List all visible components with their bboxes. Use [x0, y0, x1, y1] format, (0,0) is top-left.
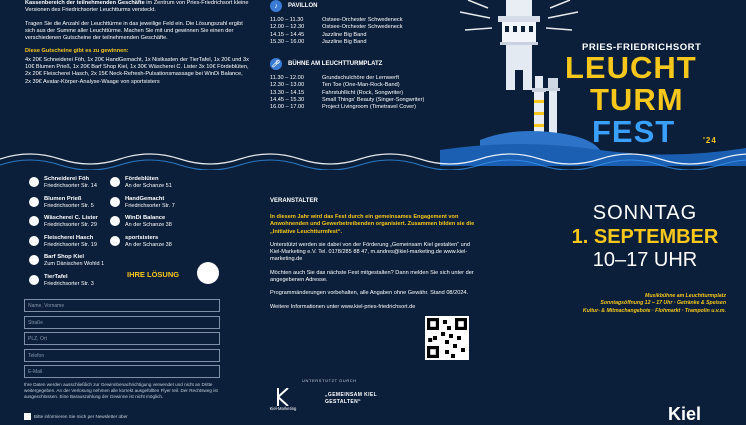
prizes-list: 4x 20€ Schneiderei Föh, 1x 20€ HandGemacht, 1x Nistkasten der TierTafel, 1x 20€ und 3x 10€ Blumen Prieß, 1x 20€ Barf Shop Kiel, 1x 30€ Wäscherei C. Lister 3x 10€ Fördeblüten, 2x 20€ Fleischerei Hasch, 2x 15€ Neck-Refresh-Pulsationsmassage bei WinDi Balance, 2x 39€ Avatar-Körper-Analyse-Waage von sportsisters [25, 56, 249, 85]
lighthouse-count-input[interactable] [29, 275, 39, 285]
shop-entry [110, 235, 172, 249]
program-row [270, 39, 430, 46]
kiel-marketing-icon [276, 388, 290, 406]
pavillon-title: PAVILLON [288, 3, 318, 9]
shop-address: Friedrichsorter Str. 3 [44, 280, 94, 287]
shop-address: Friedrichsorter Str. 7 [125, 202, 175, 209]
form-field[interactable]: Straße [24, 316, 220, 329]
program-act: Small Things' Beauty (Singer-Songwriter) [322, 96, 425, 103]
pavillon-heading [270, 0, 430, 12]
shop-text [125, 235, 172, 249]
shop-entry [29, 215, 98, 229]
tagline-line3: Kultur- & Mitmachangebote · Flohmarkt · Trampolin u.v.m. [582, 307, 726, 314]
form-field[interactable]: E-Mail [24, 365, 220, 378]
organizer-heading: VERANSTALTER [270, 198, 318, 204]
festival-word-leucht: LEUCHT [565, 50, 697, 85]
rules-instructions: Tragen Sie die Anzahl der Leuchttürme in das jeweilige Feld ein. Die Lösungszahl ergibt sich aus der Summe aller Leuchttürme. Machen Sie mit und gewinnen Sie einen der verschiedenen Gutscheine der teilnehmenden Geschäfte. [25, 20, 243, 42]
buehne-title: BÜHNE AM LEUCHTTURMPLATZ [288, 61, 383, 67]
shop-entry [29, 254, 104, 268]
program-act: Ostsee-Orchester Schwedeneck [322, 24, 403, 31]
shop-name: Wäscherei C. Lister [44, 215, 98, 221]
program-row [270, 17, 430, 24]
microphone-icon: 🎤︎ [270, 58, 282, 70]
festival-word-turm: TURM [590, 82, 684, 117]
lighthouse-count-input[interactable] [110, 177, 120, 187]
form-field[interactable]: PLZ, Ort [24, 332, 220, 345]
tagline-line2: Sonntagsöffnung 12 – 17 Uhr · Getränke & Speisen [600, 300, 726, 307]
shop-text [44, 215, 98, 229]
kiel-marketing-logo [268, 388, 298, 418]
lighthouse-count-input[interactable] [29, 197, 39, 207]
shop-address: Friedrichsorter Str. 19 [44, 241, 97, 248]
festival-year: '24 [703, 136, 717, 145]
rules-intro [25, 0, 250, 15]
shop-text [44, 274, 94, 288]
event-day: SONNTAG [592, 202, 698, 224]
shop-name: Schneiderei Föh [44, 176, 90, 182]
event-date: 1. SEPTEMBER [571, 226, 719, 248]
program-time: 14.15 – 14.45 [270, 31, 305, 38]
organizer-highlight: In diesem Jahr wird das Fest durch ein gemeinsames Engagement von Anwohnenden und Gewerbetreibenden organisiert. Zusammen bilden sie die „Initiative Leuchtturmfest“. [270, 214, 475, 235]
newsletter-label: Bitte informieren Sie mich per Newsletter über [34, 413, 128, 419]
shop-entry [110, 215, 172, 229]
rules-heading: Kassenbereich der teilnehmenden Geschäfte [25, 0, 145, 6]
qr-code[interactable] [425, 316, 469, 360]
form-field[interactable]: Name, Vorname [24, 299, 220, 312]
shop-name: sportsisters [125, 234, 159, 241]
shop-entry [29, 235, 97, 249]
program-row [270, 32, 430, 39]
shop-entry [29, 274, 94, 288]
shop-entry [29, 176, 97, 190]
program-time: 16.00 – 17.00 [270, 104, 305, 111]
event-date-block [540, 202, 746, 271]
organizer-more: Weitere Informationen unter www.kiel-pries-friedrichsort.de [270, 303, 416, 310]
shop-entry [29, 196, 94, 210]
shop-address: An der Schanze 51 [125, 183, 172, 189]
program-act: Fahrstuhllicht (Rock, Songwriter) [322, 89, 404, 96]
shop-address: An der Schanze 38 [125, 241, 172, 248]
shop-text [125, 215, 172, 229]
lighthouse-count-input[interactable] [110, 216, 120, 226]
program-row [270, 24, 430, 31]
solution-input[interactable] [197, 262, 219, 284]
form-field[interactable]: Telefon [24, 349, 220, 362]
solution-label: IHRE LÖSUNG [127, 270, 180, 279]
organizer-section [270, 198, 475, 317]
shop-address: Zum Dänischen Wohld 1 [44, 261, 105, 267]
program-act: Jazzline Big Band [322, 38, 367, 45]
shop-address: Friedrichsorter Str. 14 [44, 183, 97, 189]
lighthouse-count-input[interactable] [110, 197, 120, 207]
organizer-changes: Programmänderungen vorbehalten, alle Angaben ohne Gewähr. Stand 08/2024. [270, 290, 469, 297]
prizes-heading: Diese Gutscheine gibt es zu gewinnen: [25, 48, 129, 55]
contest-rules [25, 0, 250, 91]
shop-name: HandGemacht [125, 195, 165, 202]
pavillon-rows [270, 17, 430, 46]
shop-name: Barf Shop Kiel [44, 254, 84, 260]
organizer-support: Unterstützt werden sie dabei von der Förderung „Gemeinsam Kiel gestalten“ und Kiel-Marketing e.V. Tel. 0178/285 88 47, m.andres@kiel-marketing.de www.kiel-marketing.de [270, 241, 470, 263]
supported-by-label: UNTERSTÜTZT DURCH [302, 378, 357, 383]
lighthouse-count-input[interactable] [29, 236, 39, 246]
kiel-marketing-text: Kiel-Marketing [269, 406, 297, 411]
lighthouse-count-input[interactable] [29, 177, 39, 187]
shop-name: TierTafel [44, 273, 68, 280]
shop-address: An der Schanze 38 [125, 222, 172, 228]
bottom-section [0, 170, 746, 424]
program-act: Ten Toe (One-Man-Rock-Band) [322, 82, 400, 89]
festival-word-fest: FEST [592, 114, 676, 149]
shop-entry [110, 196, 175, 210]
program-time: 12.30 – 13.00 [270, 82, 305, 89]
shop-text [125, 176, 172, 190]
privacy-note: Ihre Daten werden ausschließlich zur Gewinnbenachrichtigung verwendet und nicht an Dritte weitergegeben. An der Verlosung nehmen alle korrekt ausgefüllten Flyer teil. Der Rechtsweg ist ausgeschlossen. Eine Barauszahlung der Gewinne ist nicht möglich. [24, 382, 218, 399]
program-time: 12.00 – 12.30 [270, 24, 305, 31]
tagline-line1: Musikbühne am Leuchtturmplatz [645, 293, 726, 299]
shop-address: Friedrichsorter Str. 5 [44, 202, 94, 209]
program-time: 13.30 – 14.15 [270, 89, 305, 96]
lighthouse-count-input[interactable] [110, 236, 120, 246]
shop-name: Fördeblüten [125, 176, 159, 182]
shop-text [44, 235, 97, 249]
program-pavillon [270, 0, 430, 46]
kiel-city-logo: Kiel [668, 404, 702, 424]
shop-text [44, 176, 97, 190]
music-note-icon: ♪ [270, 0, 282, 12]
program-act: Jazzline Big Band [322, 31, 367, 38]
program-time: 14.45 – 15.30 [270, 96, 305, 103]
event-tagline [530, 293, 726, 315]
lighthouse-count-input[interactable] [29, 216, 39, 226]
program-time: 11.00 – 11.30 [270, 17, 304, 23]
program-act: Grundschulchöre der Lernwerft [322, 75, 400, 81]
shop-text [125, 196, 175, 210]
program-time: 15.30 – 16.00 [270, 38, 305, 45]
organizer-participate: Möchten auch Sie das nächste Fest mitgestalten? Dann melden Sie sich unter der angegebenen Adresse. [270, 269, 474, 284]
program-act: Ostsee-Orchester Schwedeneck [322, 17, 403, 23]
program-act: Project Livingroom (Timetravel Cover) [322, 104, 416, 111]
gemeinsam-logo: „GEMEINSAM KIEL GESTALTEN“ [325, 392, 378, 405]
shop-text [44, 196, 94, 210]
rules-intro-text: im Zentrum von Pries-Friedrichsort kleine Versionen des Friedrichsorter Leuchtturms versteckt. [25, 0, 249, 14]
event-time: 10–17 UHR [592, 249, 698, 271]
lighthouse-count-input[interactable] [29, 255, 39, 265]
shop-entry [110, 176, 172, 190]
top-section [0, 0, 746, 166]
program-time: 11.30 – 12.00 [270, 75, 304, 81]
festival-place: PRIES-FRIEDRICHSORT [582, 42, 702, 53]
shop-address: Friedrichsorter Str. 29 [44, 222, 97, 228]
shop-name: WinDi Balance [125, 215, 166, 221]
shop-text [44, 254, 104, 268]
shop-name: Blumen Prieß [44, 195, 82, 202]
shop-name: Fleischerei Hasch [44, 234, 94, 241]
